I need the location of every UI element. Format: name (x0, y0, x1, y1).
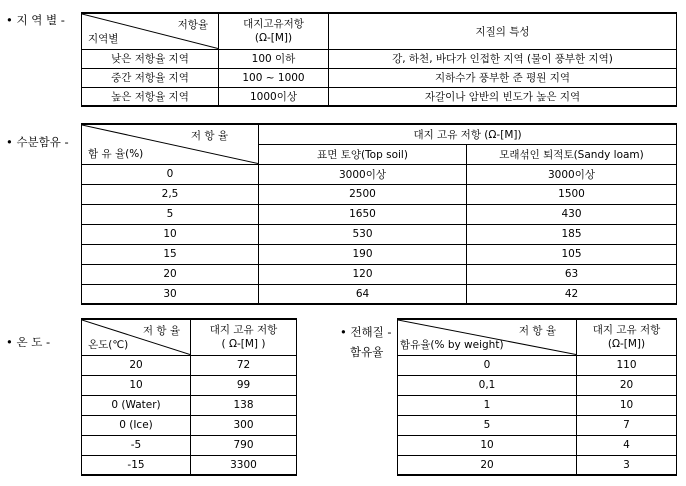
moisture-cell: 430 (467, 204, 677, 224)
temperature-cell: -15 (82, 455, 191, 475)
electrolyte-cell: 110 (577, 355, 677, 375)
electrolyte-cell: 10 (398, 435, 577, 455)
electrolyte-label-sub: 함유율 (350, 345, 384, 359)
moisture-cell: 15 (82, 244, 259, 264)
electrolyte-diag-header (398, 319, 577, 355)
moisture-table-row (82, 284, 677, 304)
temperature-cell: 99 (191, 375, 297, 395)
region-header-geology: 지질의 특성 (329, 13, 677, 49)
region-cell: 높은 저항율 지역 (82, 87, 219, 106)
electrolyte-cell: 20 (577, 375, 677, 395)
moisture-header-content: 함 유 율(%) (88, 147, 144, 160)
region-cell: 낮은 저항율 지역 (82, 49, 219, 68)
temperature-cell: 138 (191, 395, 297, 415)
region-cell: 자갈이나 암반의 빈도가 높은 지역 (329, 87, 677, 106)
temperature-cell: 20 (82, 355, 191, 375)
moisture-cell: 1500 (467, 184, 677, 204)
moisture-header-resistivity: 저 항 율 (190, 130, 228, 142)
moisture-cell: 2,5 (82, 184, 259, 204)
temperature-table-row (82, 395, 297, 415)
moisture-header-sandyloam: 모래섞인 퇴적토(Sandy loam) (467, 144, 677, 164)
moisture-table-row (82, 204, 677, 224)
moisture-cell: 530 (259, 224, 467, 244)
electrolyte-cell: 0,1 (398, 375, 577, 395)
moisture-cell: 63 (467, 264, 677, 284)
moisture-diag-header (82, 124, 259, 164)
region-header-resistivity: 저항율 (177, 19, 208, 31)
electrolyte-header-content: 함유율(% by weight) (400, 338, 504, 351)
temperature-cell: 0 (Water) (82, 395, 191, 415)
region-table (81, 12, 677, 107)
electrolyte-table-row (398, 375, 677, 395)
region-cell: 100 ~ 1000 (219, 68, 329, 87)
electrolyte-table-row (398, 455, 677, 475)
moisture-table-row (82, 184, 677, 204)
moisture-table-row (82, 244, 677, 264)
region-cell: 100 이하 (219, 49, 329, 68)
moisture-table-row (82, 164, 677, 184)
moisture-cell: 1650 (259, 204, 467, 224)
moisture-cell: 10 (82, 224, 259, 244)
electrolyte-header-resistivity: 저 항 율 (518, 325, 556, 337)
electrolyte-cell: 5 (398, 415, 577, 435)
temperature-table-row (82, 415, 297, 435)
electrolyte-table-row (398, 395, 677, 415)
temperature-cell: -5 (82, 435, 191, 455)
temperature-header-resistivity: 저 항 율 (142, 325, 180, 337)
temperature-label: • 온 도 - (6, 335, 51, 349)
moisture-cell: 190 (259, 244, 467, 264)
region-label: • 지 역 별 - (6, 13, 65, 27)
moisture-cell: 2500 (259, 184, 467, 204)
moisture-table (81, 123, 677, 305)
temperature-header-resistance: 대지 고유 저항 ( Ω-[M] ) (191, 319, 297, 355)
moisture-cell: 185 (467, 224, 677, 244)
moisture-cell: 0 (82, 164, 259, 184)
electrolyte-label: • 전해질 - (340, 325, 392, 339)
electrolyte-table-row (398, 415, 677, 435)
temperature-cell: 3300 (191, 455, 297, 475)
region-cell: 강, 하천, 바다가 인접한 지역 (물이 풍부한 지역) (329, 49, 677, 68)
region-header-region: 지역별 (88, 32, 119, 45)
region-cell: 중간 저항율 지역 (82, 68, 219, 87)
electrolyte-cell: 10 (577, 395, 677, 415)
electrolyte-cell: 3 (577, 455, 677, 475)
moisture-header-group: 대지 고유 저항 (Ω-[M]) (259, 124, 677, 144)
temperature-cell: 790 (191, 435, 297, 455)
electrolyte-cell: 7 (577, 415, 677, 435)
region-table-row (82, 87, 677, 106)
electrolyte-cell: 1 (398, 395, 577, 415)
moisture-table-row (82, 264, 677, 284)
region-cell: 1000이상 (219, 87, 329, 106)
temperature-table-row (82, 455, 297, 475)
moisture-label: • 수분함유 - (6, 135, 69, 149)
moisture-cell: 5 (82, 204, 259, 224)
moisture-cell: 105 (467, 244, 677, 264)
moisture-cell: 20 (82, 264, 259, 284)
temperature-cell: 0 (Ice) (82, 415, 191, 435)
moisture-cell: 30 (82, 284, 259, 304)
moisture-cell: 64 (259, 284, 467, 304)
temperature-header-temp: 온도(℃) (88, 338, 129, 351)
moisture-header-topsoil: 표면 토양(Top soil) (259, 144, 467, 164)
moisture-table-row (82, 224, 677, 244)
moisture-cell: 3000이상 (259, 164, 467, 184)
electrolyte-cell: 20 (398, 455, 577, 475)
temperature-diag-header (82, 319, 191, 355)
moisture-cell: 120 (259, 264, 467, 284)
temperature-cell: 10 (82, 375, 191, 395)
temperature-cell: 300 (191, 415, 297, 435)
electrolyte-table-row (398, 355, 677, 375)
temperature-table-row (82, 435, 297, 455)
electrolyte-header-resistance: 대지 고유 저항 (Ω-[M]) (577, 319, 677, 355)
moisture-cell: 3000이상 (467, 164, 677, 184)
region-cell: 지하수가 풍부한 준 평원 지역 (329, 68, 677, 87)
electrolyte-table-row (398, 435, 677, 455)
region-header-resistance: 대지고유저항 (Ω-[M]) (219, 13, 329, 49)
temperature-table-row (82, 355, 297, 375)
electrolyte-table (397, 318, 677, 476)
region-diag-header (82, 13, 219, 49)
temperature-table-row (82, 375, 297, 395)
moisture-cell: 42 (467, 284, 677, 304)
electrolyte-cell: 0 (398, 355, 577, 375)
region-table-row (82, 68, 677, 87)
electrolyte-cell: 4 (577, 435, 677, 455)
temperature-cell: 72 (191, 355, 297, 375)
temperature-table (81, 318, 297, 476)
region-table-row (82, 49, 677, 68)
